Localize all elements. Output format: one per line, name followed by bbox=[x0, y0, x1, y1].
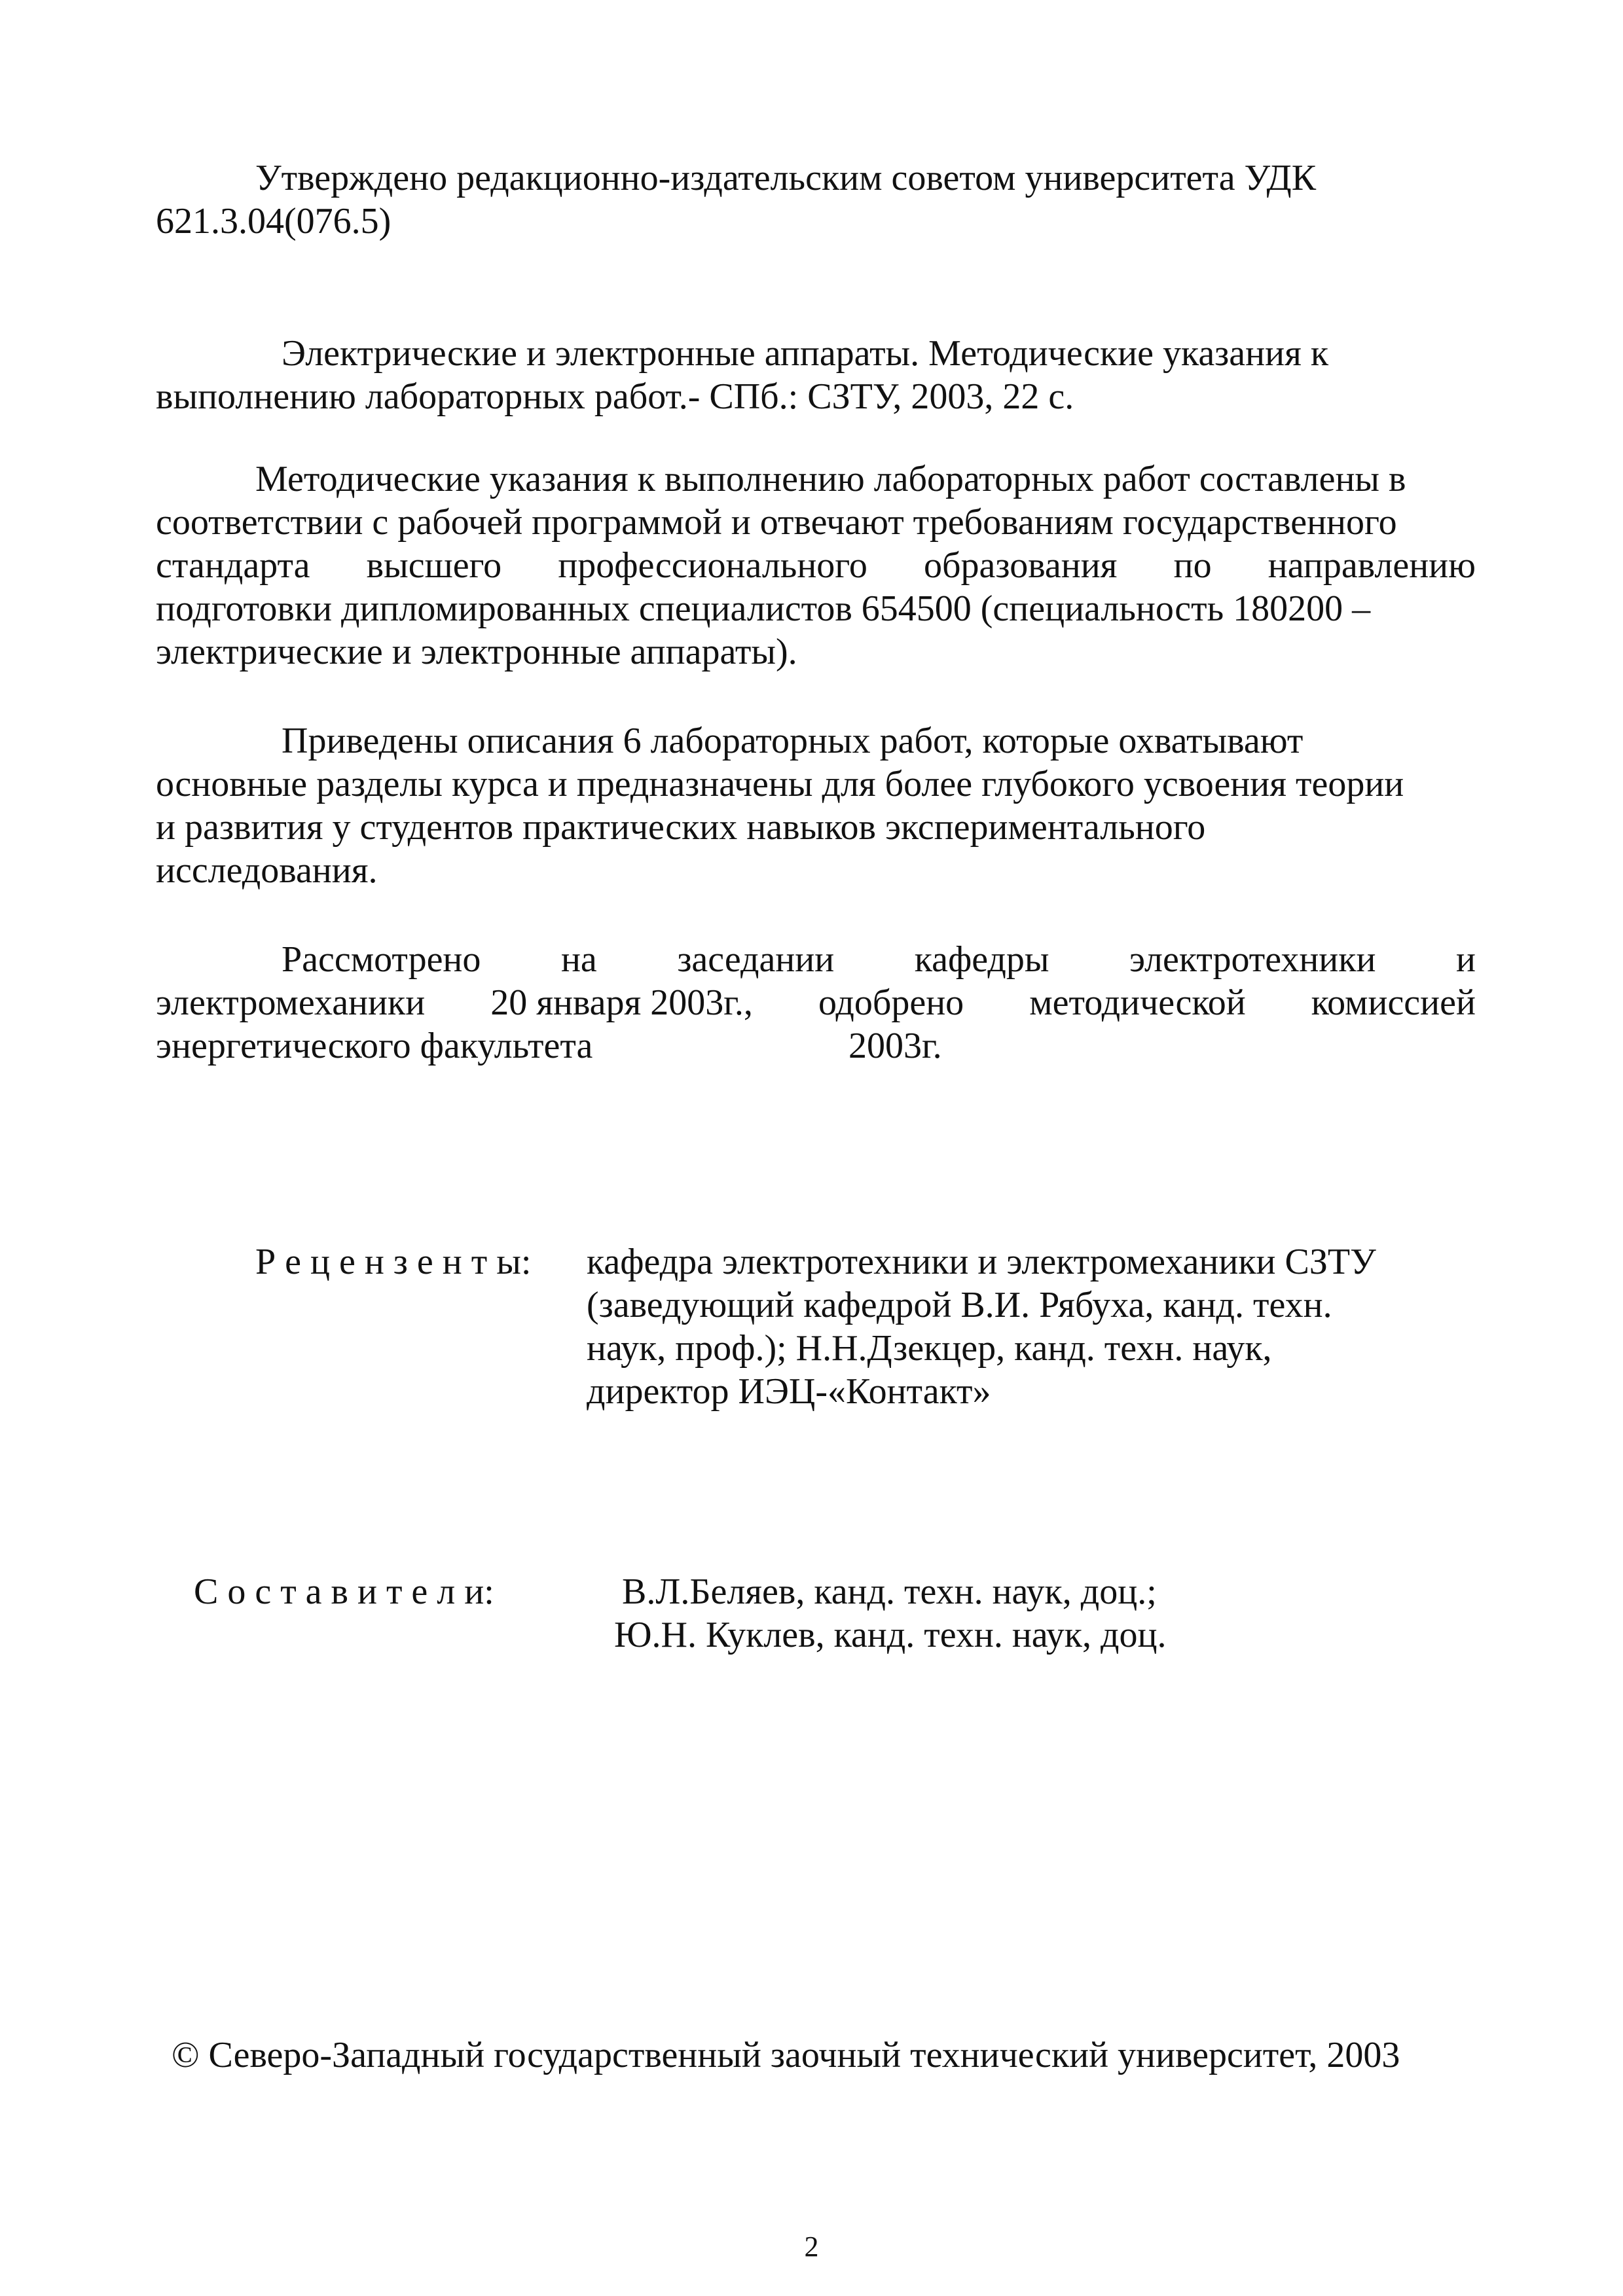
abstract-word: стандарта bbox=[156, 545, 310, 586]
review-word: электротехники bbox=[1129, 939, 1376, 980]
description-line-4: исследования. bbox=[156, 850, 378, 891]
review-word: на bbox=[560, 939, 597, 980]
abstract-word: образования bbox=[924, 545, 1118, 586]
reviewers-line-4: директор ИЭЦ-«Контакт» bbox=[587, 1371, 991, 1412]
compilers-line-2: Ю.Н. Куклев, канд. техн. наук, доц. bbox=[614, 1615, 1167, 1655]
abstract-line-3 bbox=[156, 545, 1476, 586]
description-line-3: и развития у студентов практических навыков экспериментального bbox=[156, 807, 1206, 848]
compilers-line-1: В.Л.Беляев, канд. техн. наук, доц.; bbox=[622, 1571, 1157, 1612]
review-word: Рассмотрено bbox=[282, 939, 481, 980]
abstract-word: направлению bbox=[1267, 545, 1476, 586]
reviewers-line-3: наук, проф.); Н.Н.Дзекцер, канд. техн. наук, bbox=[587, 1328, 1272, 1369]
review-line-2 bbox=[156, 982, 1476, 1024]
approval-line-2: 621.3.04(076.5) bbox=[156, 201, 392, 242]
review-word: и bbox=[1456, 939, 1476, 980]
review-word: методической bbox=[1029, 982, 1246, 1023]
reviewers-line-2: (заведующий кафедрой В.И. Рябуха, канд. техн. bbox=[587, 1285, 1332, 1325]
abstract-word: по bbox=[1173, 545, 1212, 586]
bibliographic-line-2: выполнению лабораторных работ.- СПб.: СЗТУ, 2003, 22 с. bbox=[156, 376, 1074, 417]
page-number: 2 bbox=[804, 2231, 819, 2263]
review-line-3-left: энергетического факультета bbox=[156, 1026, 593, 1066]
abstract-line-5: электрические и электронные аппараты). bbox=[156, 632, 797, 672]
description-line-1: Приведены описания 6 лабораторных работ, которые охватывают bbox=[282, 721, 1304, 761]
abstract-word: высшего bbox=[366, 545, 502, 586]
review-word: кафедры bbox=[914, 939, 1049, 980]
compilers-label: С о с т а в и т е л и: bbox=[194, 1571, 494, 1612]
reviewers-line-1: кафедра электротехники и электромеханики СЗТУ bbox=[587, 1242, 1376, 1282]
abstract-line-4: подготовки дипломированных специалистов 654500 (специальность 180200 – bbox=[156, 588, 1371, 629]
abstract-line-1: Методические указания к выполнению лабораторных работ составлены в bbox=[255, 459, 1406, 499]
description-line-2: основные разделы курса и предназначены для более глубокого усвоения теории bbox=[156, 764, 1404, 804]
review-line-3-right: 2003г. bbox=[848, 1026, 942, 1066]
review-line-1 bbox=[282, 939, 1476, 980]
review-word: одобрено bbox=[818, 982, 964, 1023]
review-word: 20 января 2003г., bbox=[490, 982, 753, 1023]
copyright-notice: © Северо-Западный государственный заочный технический университет, 2003 bbox=[172, 2035, 1400, 2075]
bibliographic-line-1: Электрические и электронные аппараты. Методические указания к bbox=[282, 333, 1329, 374]
reviewers-label: Р е ц е н з е н т ы: bbox=[255, 1242, 532, 1282]
review-word: электромеханики bbox=[156, 982, 426, 1023]
approval-line-1: Утверждено редакционно-издательским советом университета УДК bbox=[255, 158, 1317, 198]
review-word: комиссией bbox=[1311, 982, 1476, 1023]
abstract-word: профессионального bbox=[558, 545, 867, 586]
abstract-line-2: соответствии с рабочей программой и отвечают требованиям государственного bbox=[156, 502, 1397, 543]
review-word: заседании bbox=[677, 939, 835, 980]
